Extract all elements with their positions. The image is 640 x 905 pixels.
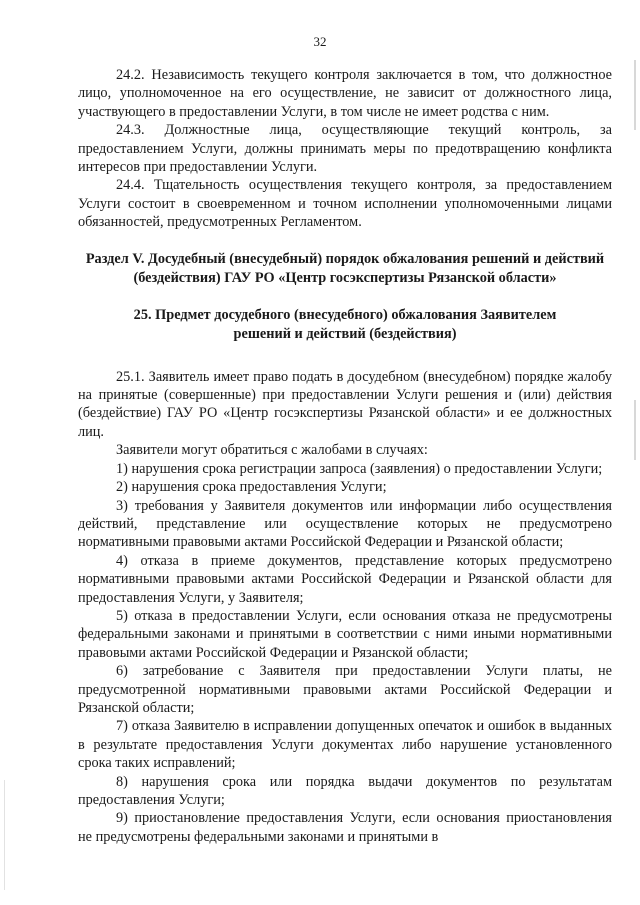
- complaint-case-item: 1) нарушения срока регистрации запроса (заявления) о предоставлении Услуги;: [116, 460, 603, 477]
- complaint-case-item: 2) нарушения срока предоставления Услуги;: [116, 479, 387, 496]
- complaint-case-item: 5) отказа в предоставлении Услуги, если основания отказа не предусмотрены федеральными законами и принятыми в соответствии с ними иными нормативными правовыми актами Российской Федерации и Рязанской области;: [78, 607, 612, 661]
- scan-edge-mark: [634, 60, 636, 130]
- paragraph-24-3: 24.3. Должностные лица, осуществляющие текущий контроль, за предоставлением Услуги, должны принимать меры по предотвращению конфликта интересов при предоставлении Услуги.: [78, 122, 612, 176]
- page-number: 32: [313, 34, 327, 49]
- paragraph-25-1: 25.1. Заявитель имеет право подать в досудебном (внесудебном) порядке жалобу на принятые (совершенные) при предоставлении Услуги решения и (или) действия (бездействие) ГАУ РО «Центр госэкспертизы Рязанской области» и ее должностных лиц.: [78, 368, 612, 440]
- subsection-title-line-2: решений и действий (бездействия): [233, 325, 457, 342]
- paragraph-24-4: 24.4. Тщательность осуществления текущего контроля, за предоставлением Услуги состоит в своевременном и точном исполнении уполномоченными лицами обязанностей, предусмотренных Регламентом.: [78, 177, 612, 231]
- complaint-cases-intro: Заявители могут обратиться с жалобами в случаях:: [116, 442, 428, 459]
- complaint-case-item: 9) приостановление предоставления Услуги, если основания приостановления не предусмотрены федеральными законами и принятыми в: [78, 810, 612, 845]
- complaint-case-item: 6) затребование с Заявителя при предоставлении Услуги платы, не предусмотренной нормативными правовыми актами Российской Федерации и Рязанской области;: [78, 663, 612, 716]
- complaint-case-item: 8) нарушения срока или порядка выдачи документов по результатам предоставления Услуги;: [78, 773, 612, 808]
- subsection-title-line-1: 25. Предмет досудебного (внесудебного) обжалования Заявителем: [133, 306, 557, 323]
- paragraph-24-2: 24.2. Независимость текущего контроля заключается в том, что должностное лицо, уполномоченное на его осуществление, не зависит от должностного лица, участвующего в предоставлении Услуги, в том числе не имеет родства с ним.: [78, 67, 612, 120]
- complaint-case-item: 7) отказа Заявителю в исправлении допущенных опечаток и ошибок в выданных в результате предоставления Услуги документах либо нарушение установленного срока таких исправлений;: [78, 718, 612, 772]
- section-title: Раздел V. Досудебный (внесудебный) порядок обжалования решений и действий (бездействия) ГАУ РО «Центр госэкспертизы Рязанской области»: [85, 250, 605, 286]
- complaint-case-item: 4) отказа в приеме документов, представление которых предусмотрено нормативными правовыми актами Российской Федерации и Рязанской области для предоставления Услуги, у Заявителя;: [78, 552, 612, 606]
- scan-edge-mark: [4, 780, 5, 890]
- scan-edge-mark: [634, 400, 636, 460]
- complaint-case-item: 3) требования у Заявителя документов или информации либо осуществления действий, представление или осуществление которых не предусмотрено нормативными правовыми актами Российской Федерации и Рязанской области;: [78, 497, 612, 551]
- document-body: [78, 66, 612, 846]
- subsection-title: [78, 306, 612, 344]
